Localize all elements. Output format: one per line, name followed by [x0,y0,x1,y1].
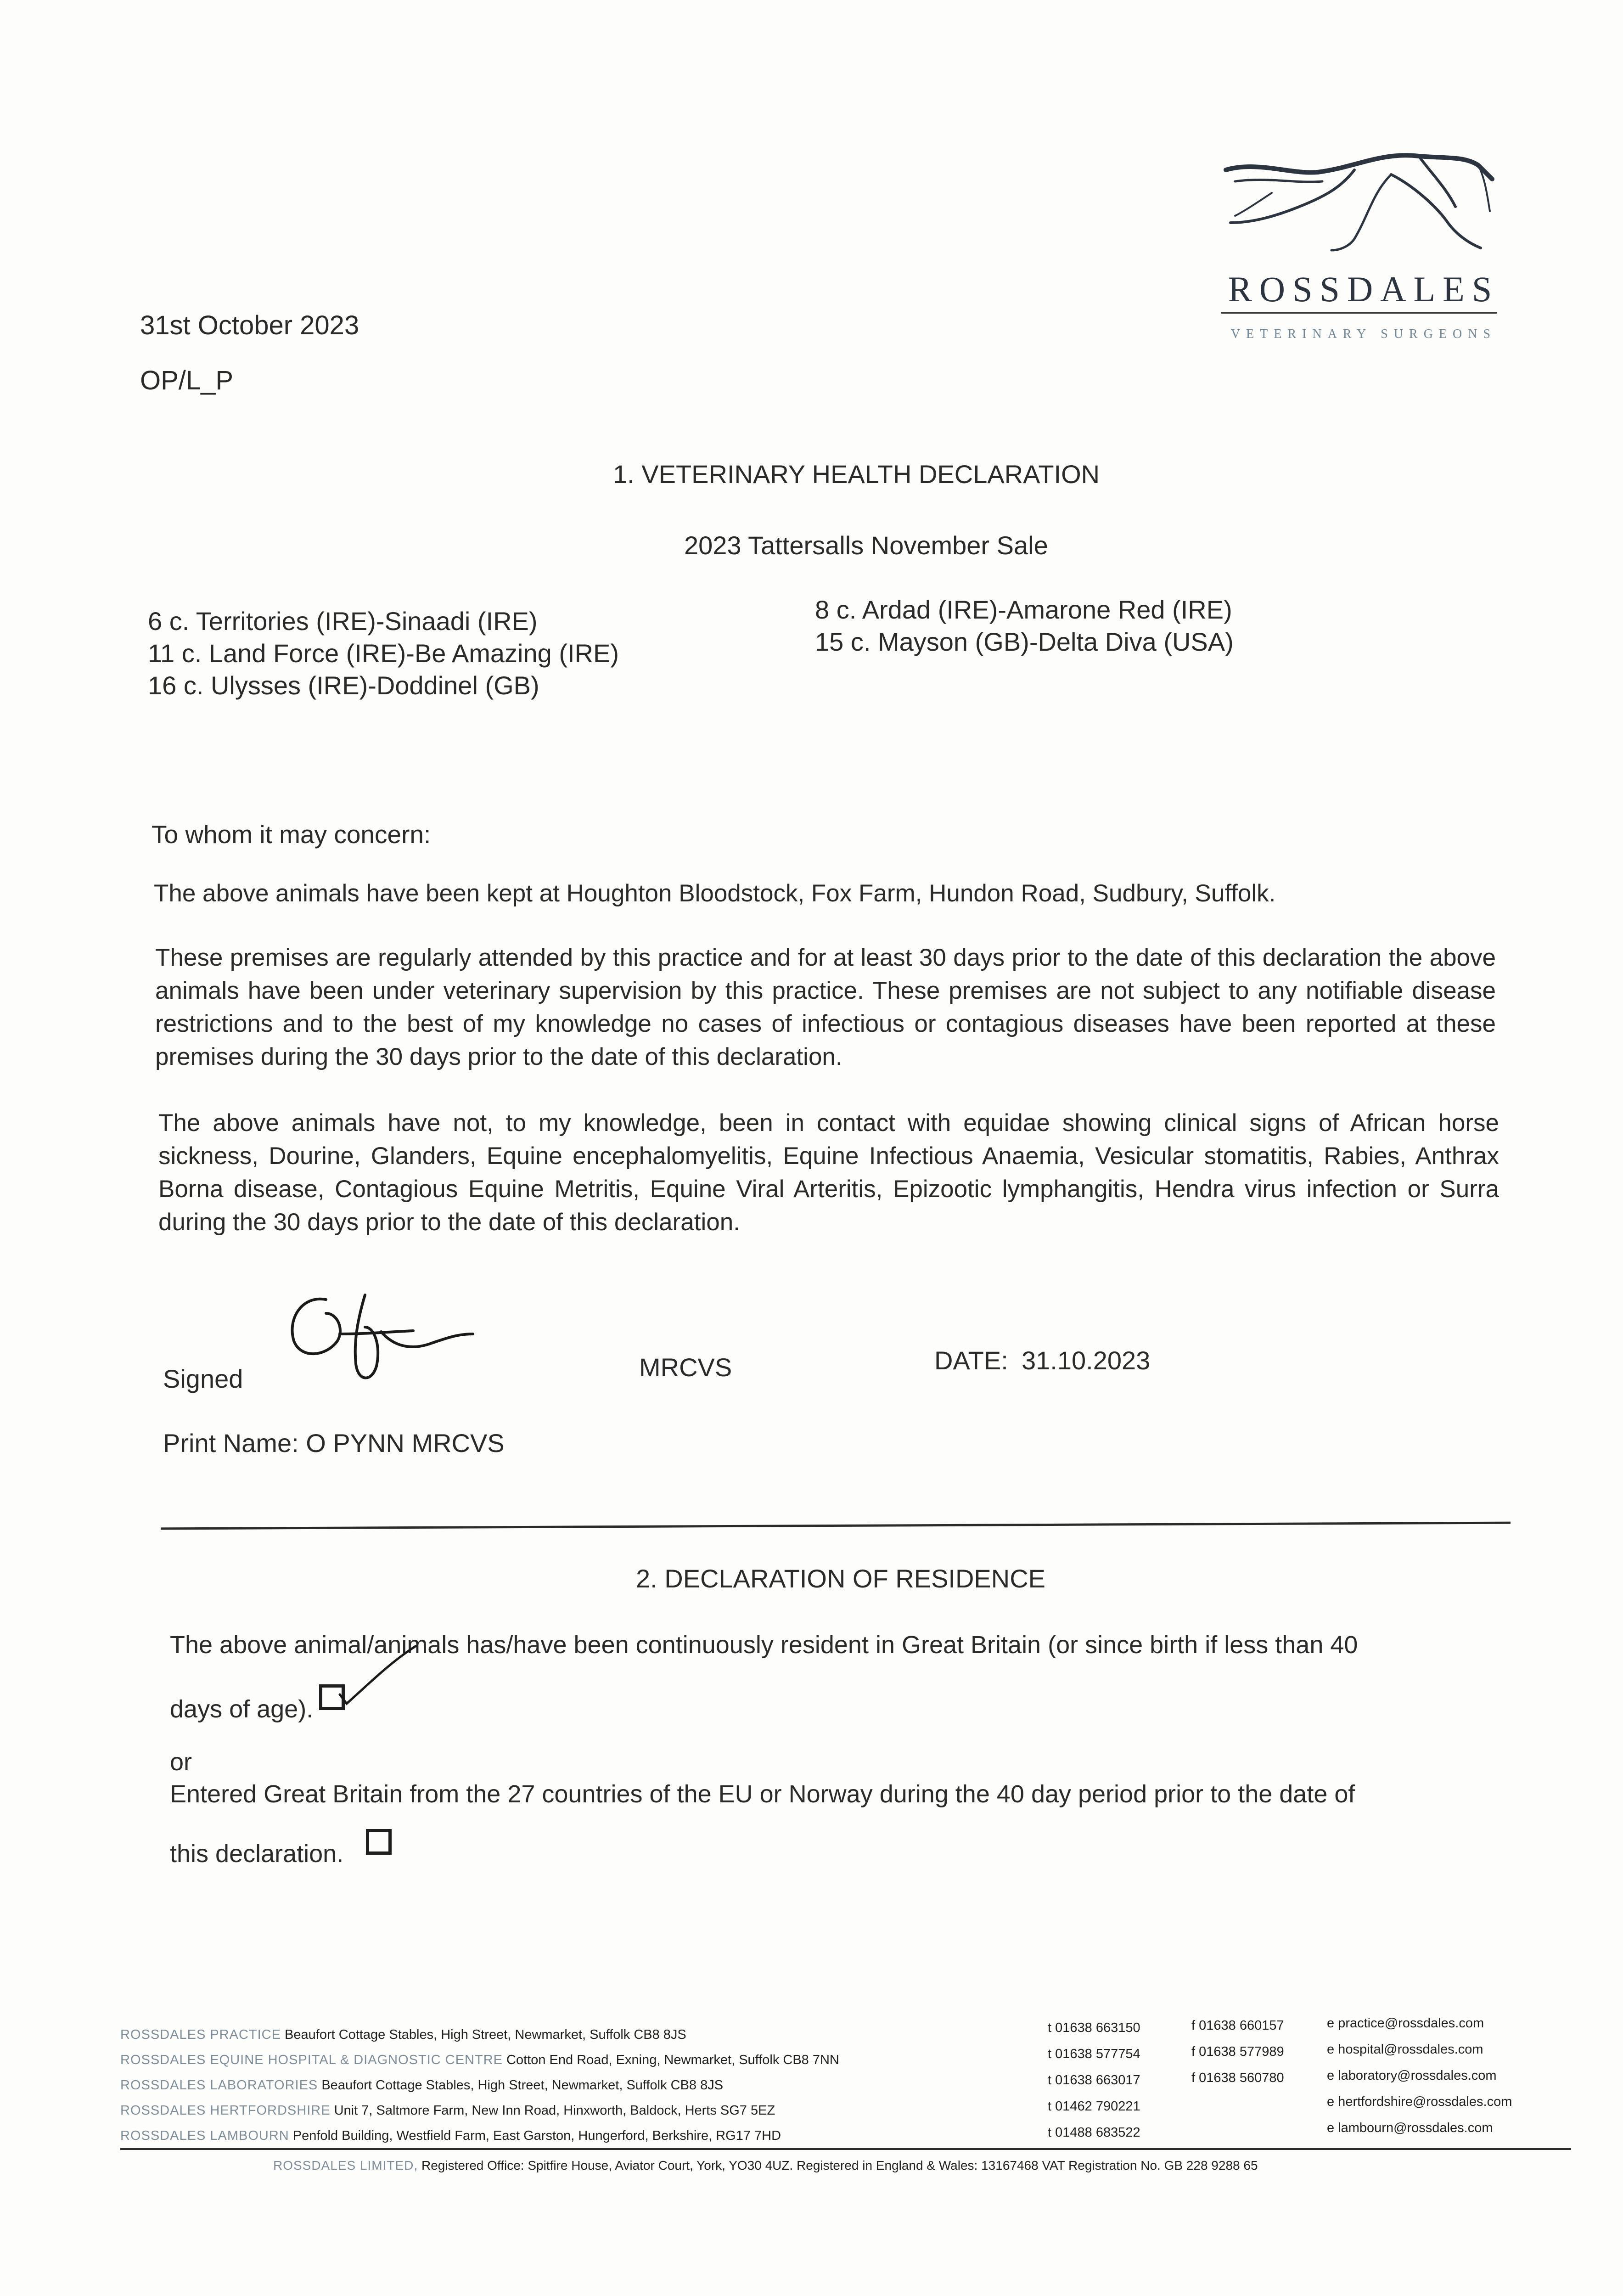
section-divider [161,1522,1511,1530]
print-name: Print Name: O PYNN MRCVS [163,1429,505,1458]
footer-address: Beaufort Cottage Stables, High Street, Newmarket, Suffolk CB8 8JS [285,2027,686,2042]
footer-rule [120,2148,1571,2150]
checkmark-icon [317,1635,422,1717]
footer-email[interactable]: e hospital@rossdales.com [1327,2042,1483,2057]
section1-title: 1. VETERINARY HEALTH DECLARATION [613,460,1100,489]
residence-option2-line2: this declaration. [170,1840,344,1868]
footer-registered [273,2158,1258,2173]
footer-email[interactable]: e practice@rossdales.com [1327,2016,1484,2031]
footer-site-row [120,2103,775,2118]
paragraph-contact: The above animals have not, to my knowledge, been in contact with equidae showing clinical signs of African horse sickness, Dourine, Glanders, Equine encephalomyelitis, Equine Infectious Anaemia, Vesicular stomatitis, Rabies, Anthrax Borna disease, Contagious Equine Metritis, Equine Viral Arteritis, Epizootic lymphangitis, Hendra virus infection or Surra during the 30 days prior to the date of this declaration. [158,1109,1499,1236]
footer-email[interactable]: e hertfordshire@rossdales.com [1327,2094,1512,2109]
paragraph-premises: The above animals have been kept at Houghton Bloodstock, Fox Farm, Hundon Road, Sudbury, Suffolk. [154,880,1276,907]
footer-phone: t 01462 790221 [1048,2099,1140,2114]
footer-address: Cotton End Road, Exning, Newmarket, Suffolk CB8 7NN [506,2053,839,2067]
residence-option2-checkbox[interactable] [366,1829,392,1855]
horse-entry: 6 c. Territories (IRE)-Sinaadi (IRE) [148,607,538,636]
section2-title: 2. DECLARATION OF RESIDENCE [636,1564,1046,1593]
footer-org: ROSSDALES PRACTICE [120,2027,281,2042]
footer-registered-org: ROSSDALES LIMITED, [273,2158,418,2172]
logo-subtitle: VETERINARY SURGEONS [1230,327,1497,341]
horse-entry: 11 c. Land Force (IRE)-Be Amazing (IRE) [148,639,619,668]
sale-name: 2023 Tattersalls November Sale [684,531,1048,560]
logo-rule [1221,312,1497,314]
signature-date: 31.10.2023 [1022,1346,1151,1375]
or-label: or [170,1748,192,1776]
footer-site-row [120,2078,723,2093]
footer-site-row [120,2027,686,2043]
footer-phone: t 01638 577754 [1048,2047,1140,2061]
salutation: To whom it may concern: [152,820,431,849]
rossdales-horse-logo [1217,147,1511,349]
residence-option1-line1: The above animal/animals has/have been continuously resident in Great Britain (or since birth if less than 40 [170,1631,1358,1659]
footer-fax: f 01638 577989 [1191,2044,1284,2059]
letter-date: 31st October 2023 [140,310,359,340]
footer-address: Penfold Building, Westfield Farm, East Garston, Hungerford, Berkshire, RG17 7HD [292,2128,781,2143]
footer-fax: f 01638 660157 [1191,2018,1284,2033]
footer-address: Unit 7, Saltmore Farm, New Inn Road, Hinxworth, Baldock, Herts SG7 5EZ [334,2103,775,2118]
residence-option2-line1: Entered Great Britain from the 27 countries of the EU or Norway during the 40 day period prior to the date of [170,1780,1355,1808]
footer-registered-text: Registered Office: Spitfire House, Aviator Court, York, YO30 4UZ. Registered in England & Wales: 13167468 VAT Registration No. GB 228 9288 65 [421,2158,1258,2172]
footer-org: ROSSDALES LAMBOURN [120,2128,289,2143]
horse-entry: 15 c. Mayson (GB)-Delta Diva (USA) [815,627,1234,656]
footer-org: ROSSDALES LABORATORIES [120,2078,318,2093]
footer-org: ROSSDALES HERTFORDSHIRE [120,2103,331,2118]
signature [275,1281,487,1396]
footer-org: ROSSDALES EQUINE HOSPITAL & DIAGNOSTIC CENTRE [120,2053,503,2067]
letter-reference: OP/L_P [140,366,234,395]
date-label: DATE: [934,1346,1008,1375]
footer-site-row [120,2053,839,2068]
footer-fax: f 01638 560780 [1191,2071,1284,2085]
horse-entry: 16 c. Ulysses (IRE)-Doddinel (GB) [148,671,539,700]
residence-option1-line2: days of age). [170,1695,314,1723]
footer-phone: t 01488 683522 [1048,2125,1140,2140]
paragraph-supervision: These premises are regularly attended by this practice and for at least 30 days prior to the date of this declaration the above animals have been under veterinary supervision by this practice. These premises are not subject to any notifiable disease restrictions and to the best of my knowledge no cases of infectious or contagious diseases have been reported at these premises during the 30 days prior to the date of this declaration. [155,944,1496,1070]
footer-address: Beaufort Cottage Stables, High Street, Newmarket, Suffolk CB8 8JS [321,2078,724,2093]
footer-phone: t 01638 663017 [1048,2073,1140,2088]
mrcvs-label: MRCVS [639,1353,732,1382]
signed-label: Signed [163,1364,243,1393]
footer-email[interactable]: e laboratory@rossdales.com [1327,2068,1497,2083]
footer-phone: t 01638 663150 [1048,2020,1140,2035]
footer-email[interactable]: e lambourn@rossdales.com [1327,2121,1493,2135]
logo-wordmark: ROSSDALES [1228,269,1499,309]
footer-site-row [120,2128,781,2144]
horse-entry: 8 c. Ardad (IRE)-Amarone Red (IRE) [815,595,1232,624]
